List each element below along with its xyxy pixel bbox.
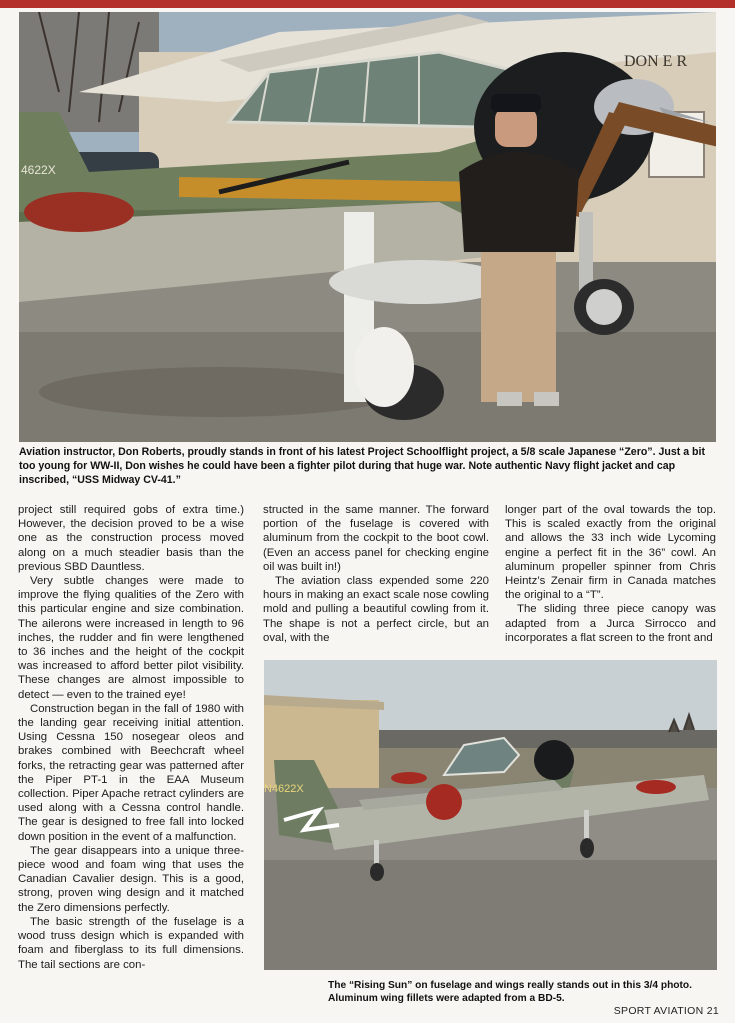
page-footer: SPORT AVIATION 21: [613, 1005, 719, 1017]
paragraph: The gear disappears into a unique three-piece wood and foam wing that uses the Canadian Cavalier design. This is a good, strong, proven wing design and it matched the Zero dimensions perfectly.: [18, 844, 244, 914]
text-column-2: [263, 503, 489, 645]
paragraph: Construction began in the fall of 1980 with the landing gear receiving initial attention. Using Cessna 150 nosegear oleos and brakes combined with Beechcraft wheel forks, the retracting gear was patterned after the Piper PT-1 in the EAA Museum collection. Piper Apache retract cylinders are used along with a Cessna control handle. The gear is designed to free fall into locked down position in the event of a malfunction.: [18, 702, 244, 843]
text-column-3: [505, 503, 716, 645]
paragraph: The aviation class expended some 220 hours in making an exact scale nose cowling mold and pulling a beautiful cowling from it. The shape is not a perfect circle, but an oval, with the: [263, 575, 489, 644]
paragraph: project still required gobs of extra time.) However, the decision proved to be a wise one as the construction process moved along on a much steadier basis than the previous SBD Dauntless.: [18, 504, 244, 573]
paragraph: The basic strength of the fuselage is a wood truss design which is expanded with foam and fiberglass to its full dimensions. The tail sections are con-: [18, 915, 244, 971]
tail-number-photo1: 4622X: [21, 163, 56, 177]
photo-pilot-with-zero-illustration: [19, 12, 716, 442]
paragraph: structed in the same manner. The forward portion of the fuselage is covered with aluminum from the cockpit to the boot cowl. (Even an access panel for checking engine oil was built in!): [263, 504, 489, 573]
photo-pilot-with-zero: [19, 12, 716, 442]
photo2-caption: The “Rising Sun” on fuselage and wings really stands out in this 3/4 photo. Aluminum wing fillets were adapted from a BD-5.: [328, 980, 692, 1004]
text-column-1: [18, 503, 244, 972]
paragraph: The sliding three piece canopy was adapted from a Jurca Sirrocco and incorporates a flat screen to the front and: [505, 603, 716, 644]
paragraph: longer part of the oval towards the top. This is scaled exactly from the original and allows the 33 inch wide Lycoming engine a perfect fit in the 36” cowl. An aluminum propeller spinner from Chris Heintz’s Zenair firm in Canada matches the original to a “T”.: [505, 504, 716, 602]
paragraph: Very subtle changes were made to improve the flying qualities of the Zero with this particular engine and size combination. The ailerons were increased in length to 96 inches, the rudder and fin were lengthened to 36 inches and the height of the cockpit was increased to afford better pilot visibility. These changes are almost impossible to detect — even to the trained eye!: [18, 575, 244, 701]
hangar-sign: DON E R: [624, 53, 688, 70]
tail-number-photo2: N4622X: [264, 783, 304, 795]
photo1-caption: Aviation instructor, Don Roberts, proudly stands in front of his latest Project Schoolflight project, a 5/8 scale Japanese “Zero”. Just a bit too young for WW-II, Don wishes he could have been a fighter pilot during that huge war. Note authentic Navy flight jacket and cap inscribed, “USS Midway CV-41.”: [19, 446, 705, 486]
top-color-bar: [0, 0, 735, 8]
photo-zero-three-quarter-illustration: [264, 660, 717, 970]
photo-zero-three-quarter: [264, 660, 717, 970]
